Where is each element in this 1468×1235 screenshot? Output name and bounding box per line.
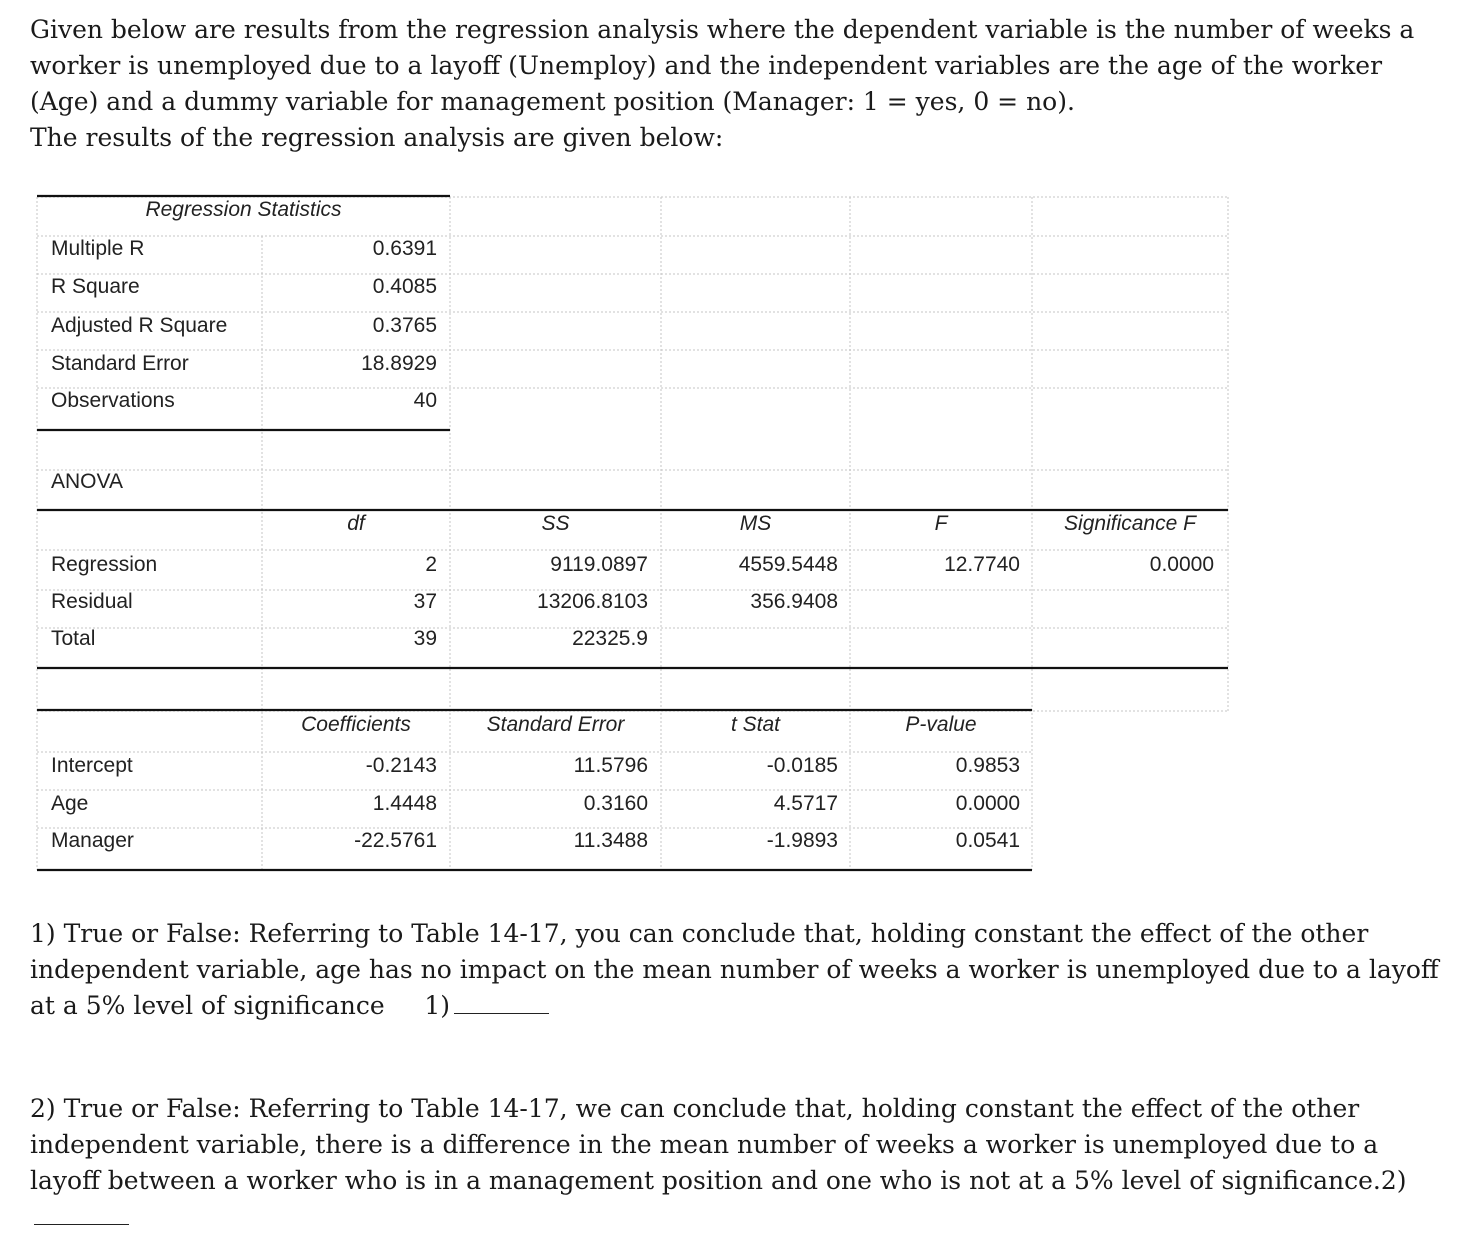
stat-value: 40: [413, 389, 437, 412]
intro-text: [30, 12, 1450, 156]
anova-row-label: Total: [51, 627, 96, 650]
question-1-text: 1) True or False: Referring to Table 14-17, you can conclude that, holding constant the effect of the other independent variable, age has no impact on the mean number of weeks a worker is unemployed due to a layoff at a 5% level of significance: [30, 919, 1439, 1020]
anova-header-df: df: [347, 512, 365, 535]
anova-ms: 4559.5448: [738, 553, 838, 576]
coef-t-stat: 4.5717: [773, 792, 838, 815]
anova-ss: 22325.9: [572, 627, 648, 650]
coef-header-coefficients: Coefficients: [301, 713, 411, 736]
stat-label: Multiple R: [51, 237, 145, 260]
stat-label: R Square: [51, 275, 140, 298]
anova-f: 12.7740: [944, 553, 1020, 576]
coef-value: -22.5761: [354, 829, 437, 852]
coef-header-p-value: P-value: [905, 713, 977, 736]
regression-statistics-title: Regression Statistics: [145, 198, 342, 221]
coef-value: -0.2143: [365, 754, 437, 777]
anova-df: 39: [413, 627, 437, 650]
stat-label: Adjusted R Square: [51, 314, 228, 337]
coef-value: 1.4448: [372, 792, 437, 815]
anova-header-f: F: [934, 512, 948, 535]
coef-header-t-stat: t Stat: [730, 713, 781, 736]
coef-header-standard-error: Standard Error: [486, 713, 625, 736]
coef-row-label: Intercept: [51, 754, 133, 777]
stat-value: 0.3765: [372, 314, 437, 337]
anova-title: ANOVA: [51, 470, 123, 493]
anova-ss: 9119.0897: [550, 553, 648, 576]
coef-t-stat: -1.9893: [766, 829, 838, 852]
stat-value: 18.8929: [361, 352, 437, 375]
coef-p-value: 0.0000: [955, 792, 1020, 815]
coef-p-value: 0.0541: [955, 829, 1020, 852]
anova-header-significance-f: Significance F: [1064, 512, 1196, 535]
intro-paragraph: Given below are results from the regression analysis where the dependent variable is the number of weeks a worker is unemployed due to a layoff (Unemploy) and the independent variables are the age of the worker (Age) and a dummy variable for management position (Manager: 1 = yes, 0 = no).: [30, 15, 1415, 116]
anova-df: 37: [413, 590, 437, 613]
answer-blank-1[interactable]: [454, 991, 549, 1014]
question-2-text: 2) True or False: Referring to Table 14-17, we can conclude that, holding constant the effect of the other independent variable, there is a difference in the mean number of weeks a worker is unemployed due to a layoff between a worker who is in a management position and one who is not at a 5% level of significance.: [30, 1094, 1381, 1195]
anova-header-ss: SS: [541, 512, 570, 535]
coef-standard-error: 11.3488: [573, 829, 648, 852]
question-2: [30, 1091, 1450, 1235]
intro-lead: The results of the regression analysis are given below:: [30, 123, 724, 152]
question-2-marker: 2): [1380, 1166, 1407, 1195]
coef-standard-error: 0.3160: [583, 792, 648, 815]
stat-value: 0.6391: [372, 237, 437, 260]
stat-label: Observations: [51, 389, 175, 412]
question-1-marker: 1): [424, 991, 451, 1020]
coef-row-label: Manager: [51, 829, 134, 852]
anova-df: 2: [425, 553, 437, 576]
anova-ms: 356.9408: [750, 590, 838, 613]
question-1: [30, 916, 1450, 1024]
anova-row-label: Residual: [51, 590, 133, 613]
anova-header-ms: MS: [739, 512, 772, 535]
coef-row-label: Age: [51, 792, 89, 815]
coef-p-value: 0.9853: [955, 754, 1020, 777]
anova-row-label: Regression: [51, 553, 158, 576]
stat-value: 0.4085: [372, 275, 437, 298]
anova-significance-f: 0.0000: [1149, 553, 1214, 576]
stat-label: Standard Error: [51, 352, 189, 375]
coef-t-stat: -0.0185: [766, 754, 838, 777]
anova-ss: 13206.8103: [537, 590, 648, 613]
coef-standard-error: 11.5796: [573, 754, 648, 777]
